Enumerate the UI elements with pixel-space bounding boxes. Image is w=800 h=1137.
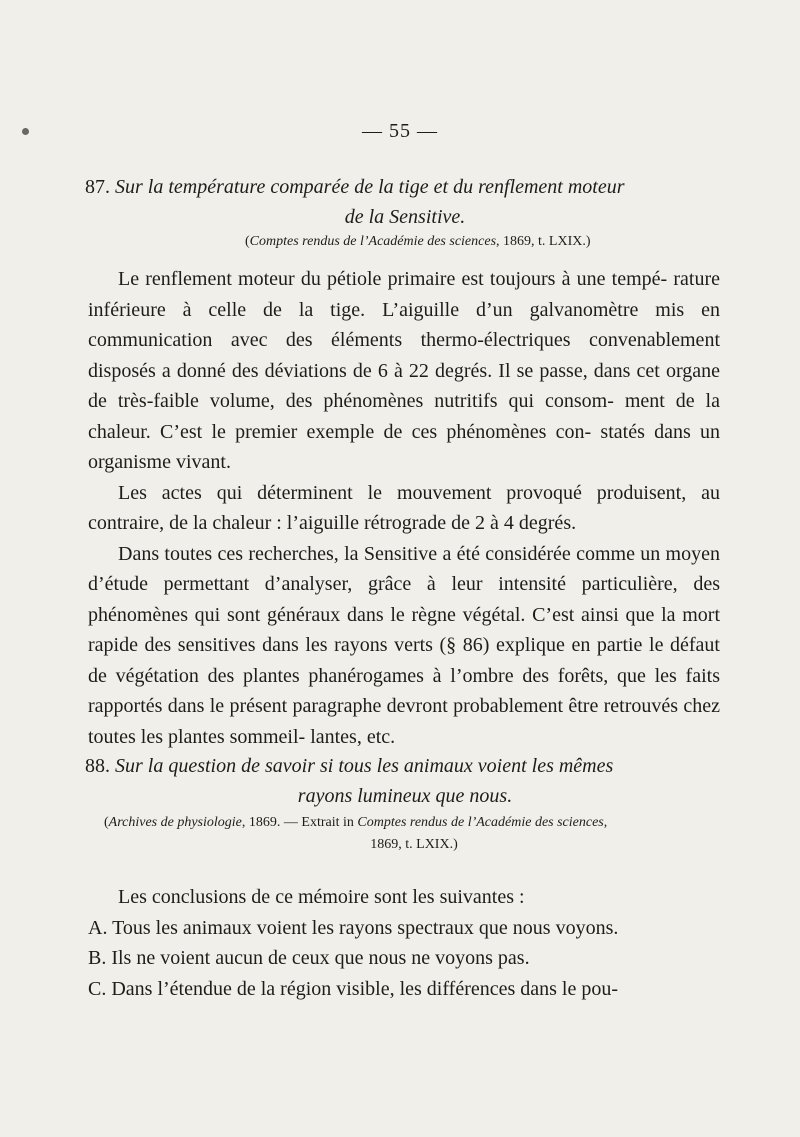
section-87-number: 87. xyxy=(85,176,110,198)
list-item: A. Tous les animaux voient les rayons spectraux que nous voyons. xyxy=(88,916,619,939)
section-88-source: (Archives de physiologie, 1869. — Extrait in Comptes rendus de l’Académie des sciences, 1869, t. LXIX.) xyxy=(104,812,724,856)
page-number: — 55 — xyxy=(362,120,438,142)
section-88-conclusions xyxy=(88,882,728,1004)
list-item: C. Dans l’étendue de la région visible, les différences dans le pou- xyxy=(88,977,619,1000)
section-88-title xyxy=(85,751,725,811)
section-88-title-line2: rayons lumineux que nous. xyxy=(297,785,513,807)
section-87-paragraph: Les actes qui déterminent le mouvement provoqué produisent, au contraire, de la chaleur : l’aiguille rétrograde de 2 à 4 degrés. xyxy=(88,481,720,534)
section-87-title-line1: Sur la température comparée de la tige et du renflement moteur xyxy=(115,176,625,198)
section-87-title-line2: de la Sensitive. xyxy=(344,206,466,228)
section-87-paragraph: Le renflement moteur du pétiole primaire est toujours à une tempé- rature inférieure à celle de la tige. L’aiguille d’un galvanomètre mis en communication avec des éléments thermo-électriques convenablement disposés a donné des déviations de 6 à 22 degrés. Il se passe, dans cet organe de très-faible volume, des phénomènes nutritifs qui consom- ment de la chaleur. C’est le premier exemple de ces phénomènes con- statés dans un organisme vivant. xyxy=(88,268,720,473)
section-88-title-line1: Sur la question de savoir si tous les animaux voient les mêmes xyxy=(115,755,614,777)
section-88-number: 88. xyxy=(85,755,110,777)
section-87-paragraph: Dans toutes ces recherches, la Sensitive a été considérée comme un moyen d’étude permettant d’analyser, grâce à leur intensité particulière, des phénomènes qui sont généraux dans le règne végétal. C’est ainsi que la mort rapide des sensitives dans les rayons verts (§ 86) explique en partie le défaut de végétation des plantes phanérogames à l’ombre des forêts, que les faits rapportés dans le présent paragraphe devront probablement être retrouvés chez toutes les plantes sommeil- lantes, etc. xyxy=(88,542,720,748)
section-88-source-line2: 1869, t. LXIX.) xyxy=(370,837,458,852)
section-87-source-journal: Comptes rendus de l’Académie des sciences xyxy=(249,234,497,249)
section-88-source-journal2: Comptes rendus de l’Académie des sciences xyxy=(357,815,604,830)
section-87-source: (Comptes rendus de l’Académie des sciences, 1869, t. LXIX.) xyxy=(245,234,591,249)
section-87-title xyxy=(85,172,725,232)
list-item: B. Ils ne voient aucun de ceux que nous ne voyons pas. xyxy=(88,947,530,969)
section-88-source-journal: Archives de physiologie xyxy=(108,815,242,830)
section-88-intro: Les conclusions de ce mémoire sont les suivantes : xyxy=(118,886,525,908)
section-87-body xyxy=(88,264,720,752)
